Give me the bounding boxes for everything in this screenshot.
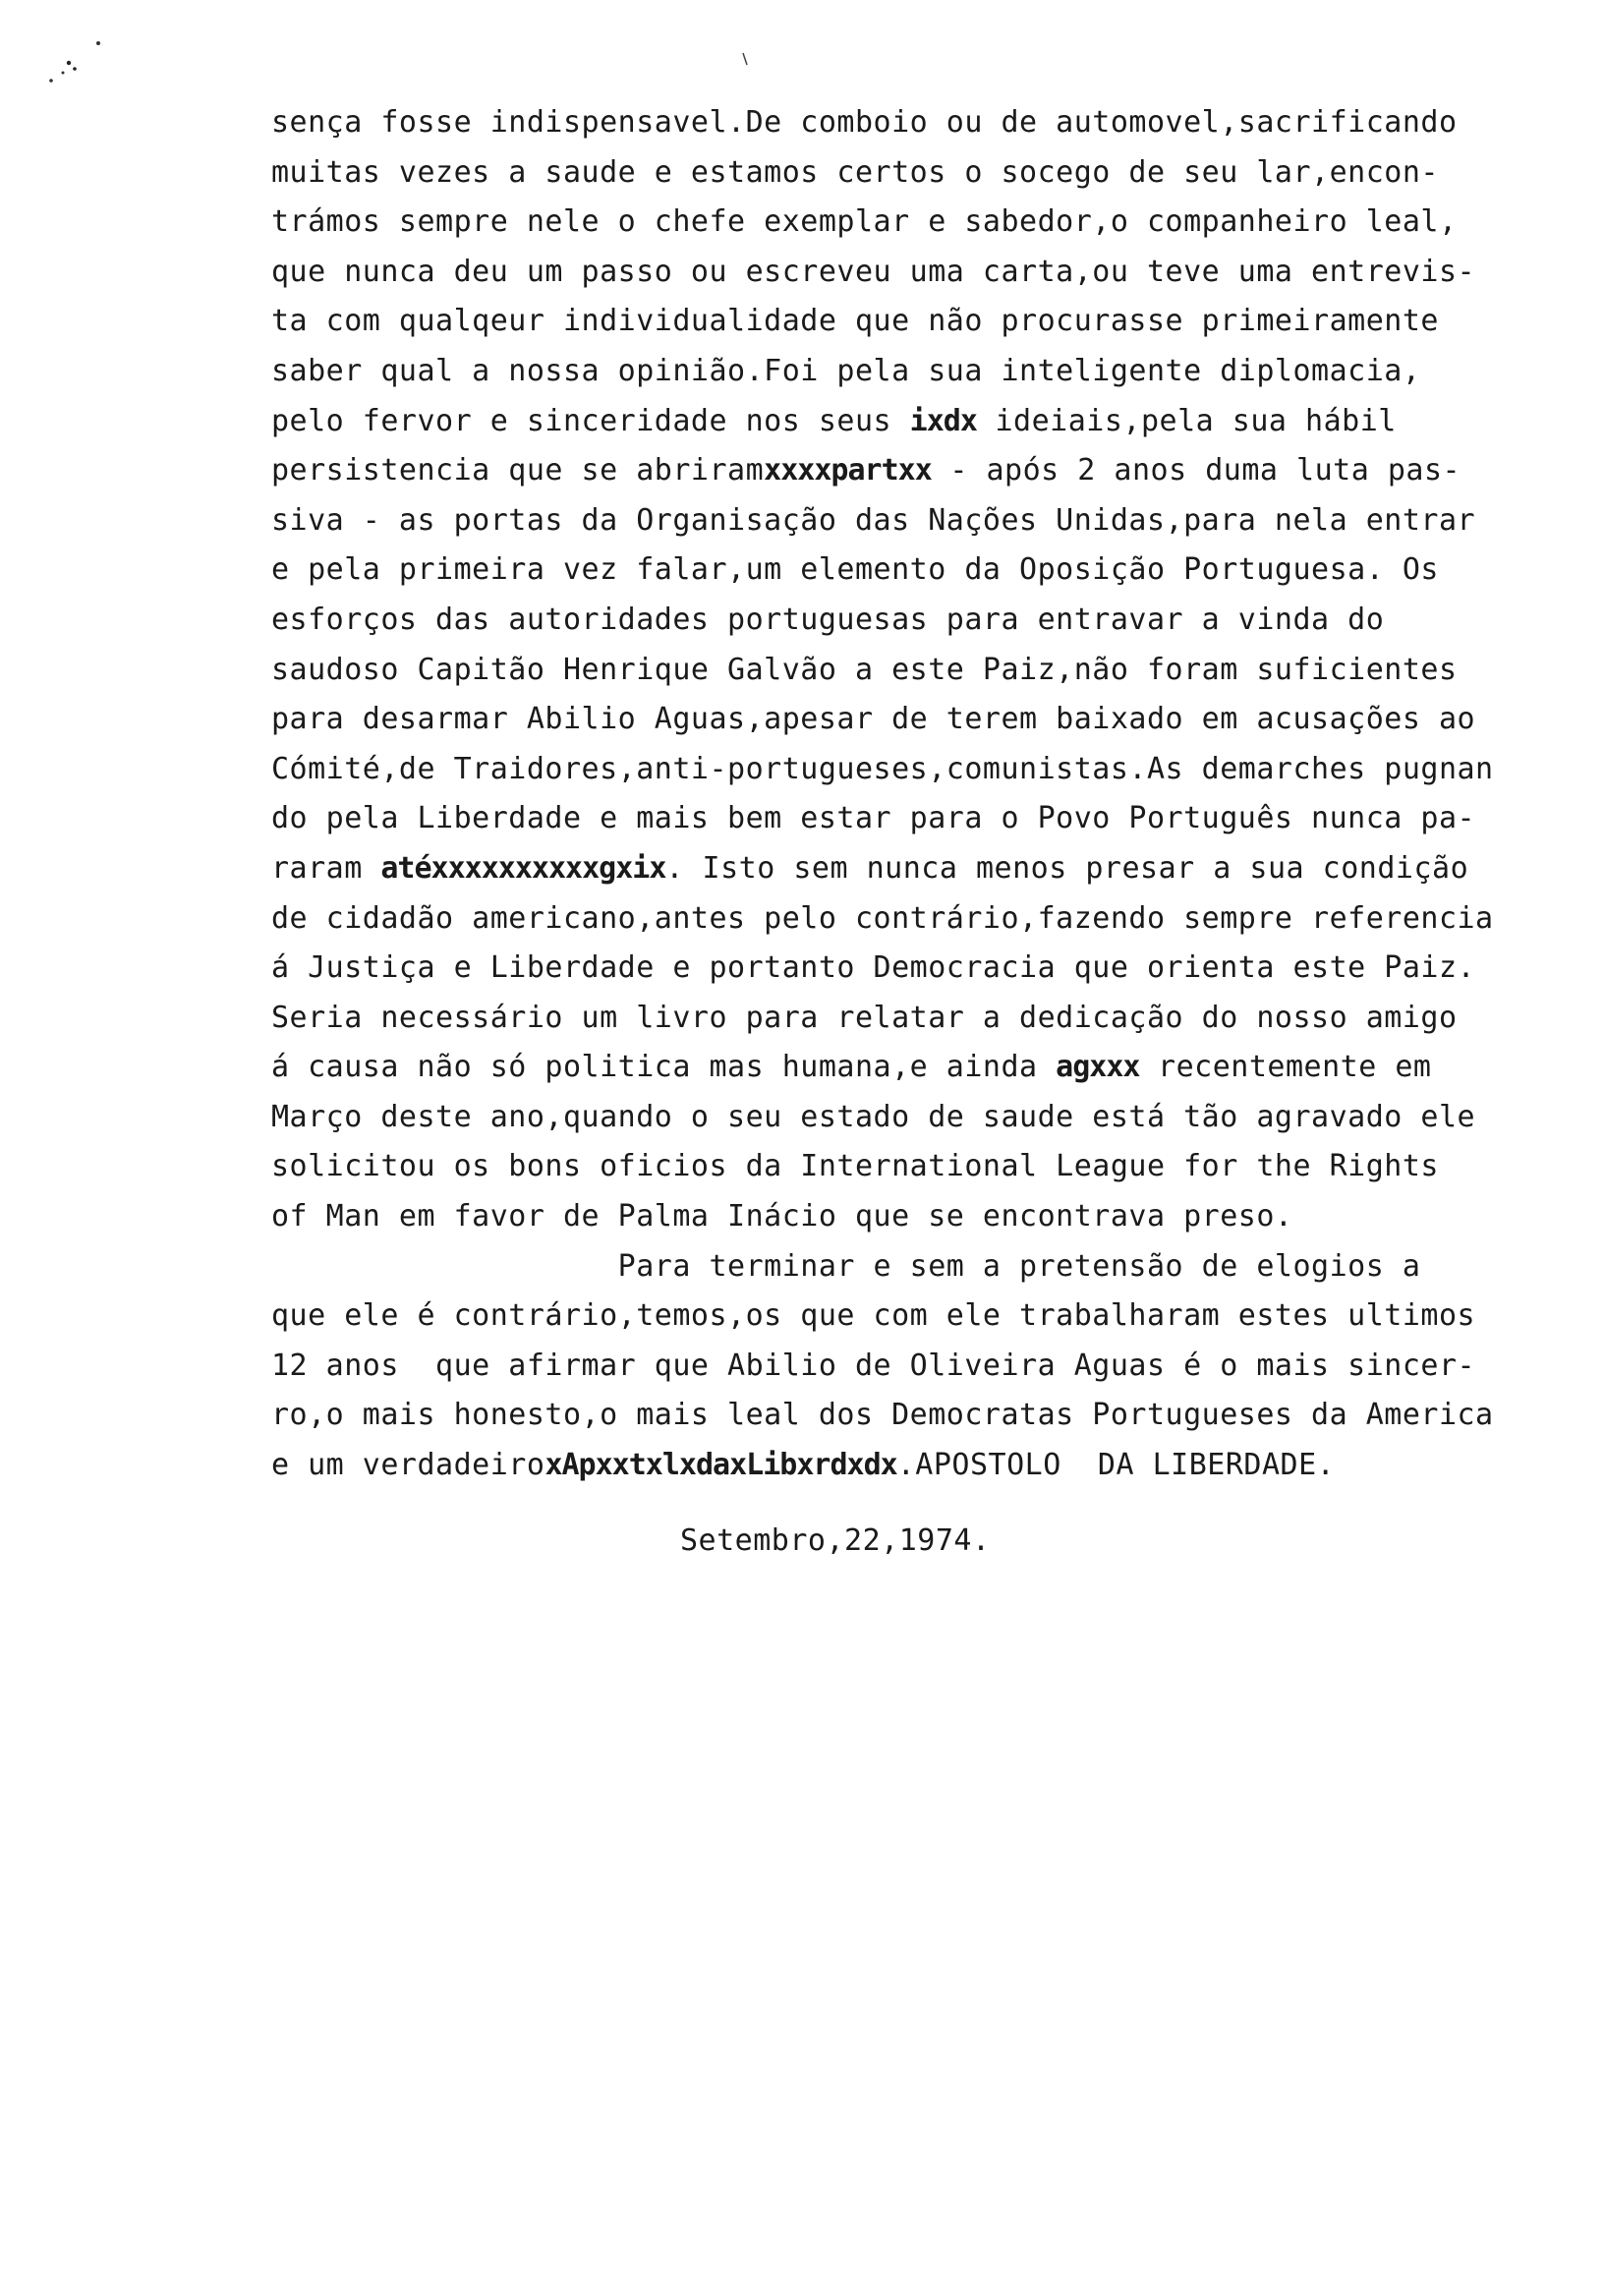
text-line: [271, 1192, 1588, 1242]
text-line: [271, 1043, 1588, 1093]
line-text: Cómité,de Traidores,anti-portugueses,comunistas.As demarches pugnan: [271, 751, 1494, 786]
line-text: muitas vezes a saude e estamos certos o socego de seu lar,encon-: [271, 154, 1439, 190]
line-text: Seria necessário um livro para relatar a dedicação do nosso amigo: [271, 1000, 1458, 1035]
text-line: [271, 1242, 1588, 1292]
line-text: raram: [271, 850, 381, 886]
struck-out-text: xxxxpartxx: [764, 453, 932, 488]
text-line: [271, 844, 1588, 894]
line-text: 12 anos que afirmar que Abilio de Oliveira Aguas é o mais sincer-: [271, 1348, 1476, 1383]
text-line: [271, 646, 1588, 696]
text-line: [271, 894, 1588, 945]
text-line: [271, 248, 1588, 298]
letter-body: [271, 98, 1588, 1491]
text-line: [271, 347, 1588, 397]
line-text: . Isto sem nunca menos presar a sua condição: [665, 850, 1469, 886]
line-text: pelo fervor e sinceridade nos seus: [271, 403, 910, 438]
struck-out-text: ixdx: [909, 403, 977, 438]
line-text: recentemente em: [1139, 1050, 1432, 1085]
line-text: Março deste ano,quando o seu estado de saude está tão agravado ele: [271, 1099, 1476, 1134]
text-line: [271, 1292, 1588, 1342]
struck-out-text: atéxxxxxxxxxxgxix: [380, 850, 666, 886]
line-text: esforços das autoridades portuguesas para entravar a vinda do: [271, 602, 1385, 637]
text-line: [271, 397, 1588, 447]
line-text: - após 2 anos duma luta pas-: [931, 453, 1461, 488]
text-line: [271, 1093, 1588, 1143]
line-text: que ele é contrário,temos,os que com ele trabalharam estes ultimos: [271, 1298, 1476, 1334]
text-line: [271, 496, 1588, 546]
text-line: [271, 1441, 1588, 1491]
struck-out-text: agxxx: [1056, 1050, 1140, 1085]
text-line: [271, 545, 1588, 596]
line-text: á Justiça e Liberdade e portanto Democracia que orienta este Paiz.: [271, 950, 1476, 986]
text-line: [271, 695, 1588, 745]
text-line: [271, 596, 1588, 646]
line-text: Para terminar e sem a pretensão de elogios a: [271, 1248, 1421, 1284]
line-text: saber qual a nossa opinião.Foi pela sua inteligente diplomacia,: [271, 353, 1421, 388]
line-text: que nunca deu um passo ou escreveu uma carta,ou teve uma entrevis-: [271, 254, 1476, 289]
line-text: solicitou os bons oficios da International League for the Rights: [271, 1149, 1439, 1184]
text-line: [271, 148, 1588, 199]
text-line: [271, 297, 1588, 347]
text-line: [271, 794, 1588, 844]
line-text: para desarmar Abilio Aguas,apesar de terem baixado em acusações ao: [271, 702, 1476, 737]
text-line: [271, 1142, 1588, 1192]
line-text: á causa não só politica mas humana,e ainda: [271, 1050, 1057, 1085]
line-text: e pela primeira vez falar,um elemento da Oposição Portuguesa. Os: [271, 552, 1439, 588]
text-line: [271, 198, 1588, 248]
line-text: de cidadão americano,antes pelo contrário,fazendo sempre referencia: [271, 900, 1494, 936]
letter-date: Setembro,22,1974.: [680, 1523, 991, 1558]
text-line: [271, 994, 1588, 1044]
text-line: [271, 1391, 1588, 1441]
line-text: siva - as portas da Organisação das Nações Unidas,para nela entrar: [271, 502, 1476, 538]
line-text: ta com qualqeur individualidade que não procurasse primeiramente: [271, 304, 1439, 339]
text-line: [271, 745, 1588, 795]
line-text: sença fosse indispensavel.De comboio ou de automovel,sacrificando: [271, 105, 1458, 140]
text-line: [271, 446, 1588, 496]
text-line: [271, 98, 1588, 148]
line-text: saudoso Capitão Henrique Galvão a este Paiz,não foram suficientes: [271, 652, 1458, 687]
line-text: of Man em favor de Palma Inácio que se encontrava preso.: [271, 1199, 1293, 1234]
line-text: do pela Liberdade e mais bem estar para o Povo Português nunca pa-: [271, 801, 1476, 836]
struck-out-text: xApxxtxlxdaxLibxrdxdx: [544, 1448, 897, 1483]
line-text: trámos sempre nele o chefe exemplar e sabedor,o companheiro leal,: [271, 204, 1458, 240]
line-text: persistencia que se abriram: [271, 453, 765, 488]
line-text: ro,o mais honesto,o mais leal dos Democratas Portugueses da America: [271, 1398, 1494, 1433]
line-text: .APOSTOLO DA LIBERDADE.: [896, 1448, 1336, 1483]
text-line: [271, 1342, 1588, 1392]
line-text: e um verdadeiro: [271, 1448, 545, 1483]
line-text: ideiais,pela sua hábil: [976, 403, 1397, 438]
text-line: [271, 944, 1588, 994]
